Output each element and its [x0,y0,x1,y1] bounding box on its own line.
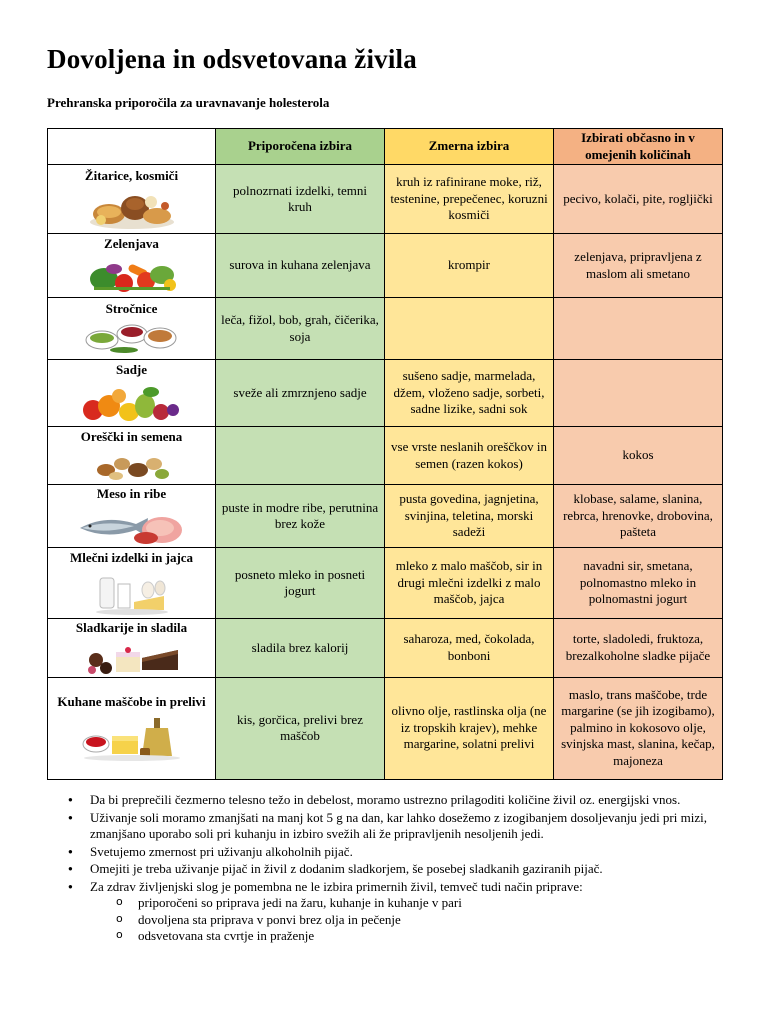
moderate-cell: sušeno sadje, marmelada, džem, vloženo sadje, sorbeti, sadne lizike, sadni sok [385,360,554,427]
recommended-cell: polnozrnati izdelki, temni kruh [216,165,385,234]
header-moderate: Zmerna izbira [385,129,554,165]
sub-note-item: o dovoljena sta priprava v ponvi brez olja in pečenje [138,912,750,929]
moderate-cell: pusta govedina, jagnjetina, svinjina, teletina, morski sadeži [385,485,554,548]
category-cell [48,619,216,678]
sub-note-item: o priporočeni so priprava jedi na žaru, kuhanje in kuhanje v pari [138,895,750,912]
category-label: Meso in ribe [96,486,167,502]
nuts-seeds-image [92,448,172,482]
sweets-image [82,640,182,676]
sub-note-item: o odsvetovana sta cvrtje in praženje [138,928,750,945]
recommended-cell: kis, gorčica, prelivi brez maščob [216,677,385,779]
notes-list [68,792,750,946]
occasional-cell: klobase, salame, slanina, rebrca, hrenovke, drobovina, pašteta [554,485,723,548]
page-title: Dovoljena in odsvetovana živila [47,44,417,74]
moderate-cell: kruh iz rafinirane moke, riž, testenine, prepečenec, koruzni kosmiči [385,165,554,234]
occasional-cell: torte, sladoledi, fruktoza, brezalkoholne sladke pijače [554,619,723,678]
category-label: Žitarice, kosmiči [84,168,179,184]
table-row [48,677,723,779]
recommended-cell: sveže ali zmrznjeno sadje [216,360,385,427]
category-cell [48,165,216,234]
preparation-sublist [90,895,750,945]
table-row [48,427,723,485]
category-label: Sadje [115,362,148,378]
note-item: ● Da bi preprečili čezmerno telesno težo in debelost, moramo ustrezno prilagoditi količine živil oz. energijski vnos. [90,792,750,809]
note-item-preparation [90,879,750,945]
occasional-cell: kokos [554,427,723,485]
table-row [48,548,723,619]
header-recommended: Priporočena izbira [216,129,385,165]
fats-dressings-image [80,714,184,762]
moderate-cell: olivno olje, rastlinska olja (ne iz tropskih krajev), mehke margarine, solatni prelivi [385,677,554,779]
meat-fish-image [76,506,188,546]
recommended-cell: puste in modre ribe, perutnina brez kože [216,485,385,548]
fruit-image [77,382,187,424]
recommended-cell: posneto mleko in posneti jogurt [216,548,385,619]
category-cell [48,298,216,360]
vegetables-image [84,255,180,295]
page-subtitle: Prehranska priporočila za uravnavanje holesterola [47,95,330,110]
table-row [48,619,723,678]
recommended-cell: surova in kuhana zelenjava [216,234,385,298]
occasional-cell: maslo, trans maščobe, trde margarine (se jih izogibamo), palmino in kokosovo olje, svinjska mast, slanina, kečap, majoneza [554,677,723,779]
occasional-cell [554,298,723,360]
occasional-cell: pecivo, kolači, pite, rogljički [554,165,723,234]
header-occasional: Izbirati občasno in v omejenih količinah [554,129,723,165]
category-label: Stročnice [105,300,158,316]
table-row [48,165,723,234]
occasional-cell: navadni sir, smetana, polnomastno mleko in polnomastni jogurt [554,548,723,619]
food-recommendation-table [47,128,723,780]
note-item: ● Svetujemo zmernost pri uživanju alkoholnih pijač. [90,844,750,861]
note-text: Za zdrav življenjski slog je pomembna ne le izbira primernih živil, temveč tudi način priprave: [90,878,583,894]
category-cell [48,234,216,298]
table-row [48,360,723,427]
category-label: Oreščki in semena [80,428,183,444]
moderate-cell: saharoza, med, čokolada, bonboni [385,619,554,678]
moderate-cell [385,298,554,360]
occasional-cell: zelenjava, pripravljena z maslom ali smetano [554,234,723,298]
category-label: Mlečni izdelki in jajca [69,550,194,566]
header-empty-cell [48,129,216,165]
category-cell [48,548,216,619]
recommended-cell: sladila brez kalorij [216,619,385,678]
moderate-cell: mleko z malo maščob, sir in drugi mlečni izdelki z malo maščob, jajca [385,548,554,619]
category-label: Kuhane maščobe in prelivi [57,694,206,710]
category-label: Zelenjava [104,235,159,251]
category-label: Sladkarije in sladila [75,620,188,635]
category-cell [48,427,216,485]
table-row [48,485,723,548]
table-row [48,234,723,298]
note-item: ● Uživanje soli moramo zmanjšati na manj kot 5 g na dan, kar lahko dosežemo z izogibanjem dosoljevanju jedi pri mizi, zmanjšano uporabo soli pri kuhanju in izbiro svežih ali že pripravljenih nesoljenih jedi. [90,810,750,843]
dairy-eggs-image [90,570,174,616]
recommended-cell: leča, fižol, bob, grah, čičerika, soja [216,298,385,360]
table-row [48,298,723,360]
category-cell [48,677,216,779]
category-cell [48,485,216,548]
recommended-cell [216,427,385,485]
category-cell [48,360,216,427]
moderate-cell: krompir [385,234,554,298]
grains-breads-image [87,188,177,230]
moderate-cell: vse vrste neslanih oreščkov in semen (razen kokos) [385,427,554,485]
occasional-cell [554,360,723,427]
legumes-image [84,320,180,356]
note-item: ● Omejiti je treba uživanje pijač in živil z dodanim sladkorjem, še posebej sladkanih gaziranih pijač. [90,861,750,878]
